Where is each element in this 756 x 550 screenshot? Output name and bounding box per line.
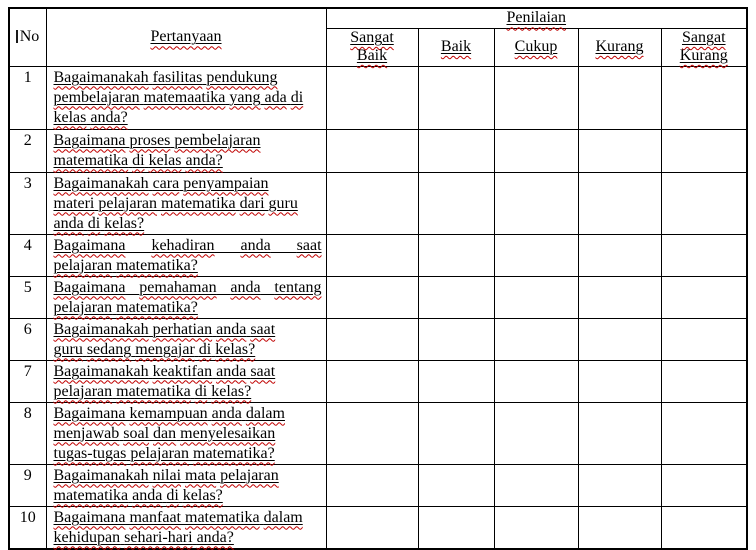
question-text-line bbox=[54, 405, 285, 422]
header-sangat-kurang-line2 bbox=[680, 47, 728, 64]
header-no bbox=[9, 8, 46, 66]
misspelled-word: soal bbox=[123, 424, 150, 442]
misspelled-word: saat bbox=[250, 362, 276, 380]
misspelled-word: saat bbox=[296, 236, 322, 254]
header-pertanyaan bbox=[46, 8, 326, 66]
header-kurang bbox=[578, 28, 661, 66]
misspelled-word: matematika bbox=[116, 382, 191, 400]
row-number: 5 bbox=[9, 276, 46, 318]
question-cell bbox=[46, 234, 326, 276]
misspelled-word: perhatian bbox=[152, 320, 213, 338]
misspelled-word: Bagaimana bbox=[53, 508, 126, 526]
question-cell bbox=[46, 276, 326, 318]
rating-cell-sangat-baik[interactable] bbox=[326, 129, 418, 172]
misspelled-word: matematika bbox=[53, 151, 129, 169]
rating-cell-sangat-kurang[interactable] bbox=[661, 234, 747, 276]
table-row bbox=[9, 276, 747, 318]
misspelled-word: Baik bbox=[356, 47, 388, 64]
rating-cell-sangat-kurang[interactable] bbox=[661, 276, 747, 318]
rating-cell-kurang[interactable] bbox=[578, 506, 661, 549]
row-number: 2 bbox=[9, 129, 46, 172]
misspelled-word: proses bbox=[129, 131, 171, 149]
rating-cell-sangat-baik[interactable] bbox=[326, 172, 418, 234]
misspelled-word: kelas bbox=[53, 108, 87, 126]
header-sangat-baik-line2 bbox=[357, 47, 387, 64]
text-cursor-icon bbox=[16, 30, 18, 43]
header-sangat-baik bbox=[326, 28, 418, 66]
header-sangat-kurang-line1 bbox=[682, 29, 726, 46]
rating-cell-sangat-kurang[interactable] bbox=[661, 464, 747, 506]
misspelled-word: matematika? bbox=[116, 298, 198, 316]
misspelled-word: matematika bbox=[185, 508, 260, 526]
misspelled-word: mengajar bbox=[135, 340, 195, 358]
misspelled-word: pendukung bbox=[206, 68, 278, 86]
rating-cell-sangat-baik[interactable] bbox=[326, 464, 418, 506]
misspelled-word: menyelesaikan bbox=[180, 424, 276, 442]
misspelled-word: di bbox=[198, 340, 212, 358]
question-text-line bbox=[54, 299, 198, 316]
misspelled-word: menjawab bbox=[53, 424, 120, 442]
misspelled-word: pelajaran bbox=[98, 194, 157, 212]
rating-cell-sangat-baik[interactable] bbox=[326, 66, 418, 129]
header-cukup-label bbox=[515, 38, 558, 55]
misspelled-word: anda bbox=[230, 278, 261, 296]
misspelled-word: cara bbox=[152, 174, 180, 192]
misspelled-word: pelajaran bbox=[53, 298, 113, 316]
question-cell bbox=[46, 318, 326, 360]
header-sangat-kurang bbox=[661, 28, 747, 66]
misspelled-word: anda? bbox=[196, 528, 234, 546]
table-row bbox=[9, 318, 747, 360]
question-cell bbox=[46, 402, 326, 464]
rating-cell-kurang[interactable] bbox=[578, 360, 661, 402]
question-text-line bbox=[54, 341, 256, 358]
question-cell bbox=[46, 464, 326, 506]
question-text-line bbox=[54, 279, 322, 296]
misspelled-word: fasilitas bbox=[152, 68, 203, 86]
rating-cell-cukup[interactable] bbox=[494, 464, 578, 506]
rating-cell-kurang[interactable] bbox=[578, 464, 661, 506]
misspelled-word: guru bbox=[53, 340, 83, 358]
rating-cell-baik[interactable] bbox=[418, 360, 494, 402]
misspelled-word: dari bbox=[239, 194, 265, 212]
question-text-line bbox=[54, 152, 223, 169]
misspelled-word: matematika bbox=[53, 486, 129, 504]
misspelled-word: saat bbox=[250, 320, 276, 338]
rating-cell-sangat-kurang[interactable] bbox=[661, 66, 747, 129]
question-text-line bbox=[54, 467, 279, 484]
rating-cell-baik[interactable] bbox=[418, 402, 494, 464]
header-penilaian bbox=[326, 8, 747, 28]
misspelled-word: pelajaran bbox=[53, 256, 113, 274]
misspelled-word: pembelajaran bbox=[53, 88, 140, 106]
row-number: 10 bbox=[9, 506, 46, 549]
misspelled-word: anda bbox=[53, 214, 84, 232]
rating-cell-kurang[interactable] bbox=[578, 66, 661, 129]
question-cell bbox=[46, 172, 326, 234]
misspelled-word: di bbox=[87, 214, 101, 232]
misspelled-word: matematika bbox=[161, 194, 236, 212]
question-cell bbox=[46, 129, 326, 172]
misspelled-word: kehidupan bbox=[53, 528, 121, 546]
rating-cell-sangat-kurang[interactable] bbox=[661, 360, 747, 402]
table-row bbox=[9, 234, 747, 276]
rating-cell-baik[interactable] bbox=[418, 506, 494, 549]
misspelled-word: Bagaimana bbox=[53, 236, 126, 254]
rating-cell-sangat-kurang[interactable] bbox=[661, 129, 747, 172]
misspelled-word: yang bbox=[229, 88, 261, 106]
misspelled-word: kemampuan bbox=[129, 404, 208, 422]
question-text-line bbox=[54, 237, 322, 254]
rating-cell-baik[interactable] bbox=[418, 318, 494, 360]
misspelled-word: Bagaimanakah bbox=[53, 320, 149, 338]
table-row bbox=[9, 464, 747, 506]
rating-cell-sangat-baik[interactable] bbox=[326, 234, 418, 276]
row-number: 6 bbox=[9, 318, 46, 360]
misspelled-word: pelajaran bbox=[53, 382, 113, 400]
rating-cell-cukup[interactable] bbox=[494, 66, 578, 129]
misspelled-word: anda? bbox=[90, 108, 128, 126]
misspelled-word: Penilaian bbox=[506, 9, 567, 27]
rating-cell-cukup[interactable] bbox=[494, 402, 578, 464]
rating-cell-baik[interactable] bbox=[418, 234, 494, 276]
rating-cell-baik[interactable] bbox=[418, 66, 494, 129]
row-number: 7 bbox=[9, 360, 46, 402]
question-text-line bbox=[54, 175, 269, 192]
rating-cell-sangat-kurang[interactable] bbox=[661, 402, 747, 464]
rating-cell-sangat-kurang[interactable] bbox=[661, 172, 747, 234]
row-number: 4 bbox=[9, 234, 46, 276]
table-row bbox=[9, 360, 747, 402]
question-text-line bbox=[54, 425, 276, 442]
row-number: 1 bbox=[9, 66, 46, 129]
misspelled-word: manfaat bbox=[129, 508, 181, 526]
rating-cell-cukup[interactable] bbox=[494, 234, 578, 276]
rating-cell-sangat-baik[interactable] bbox=[326, 506, 418, 549]
rating-cell-sangat-kurang[interactable] bbox=[661, 318, 747, 360]
question-text-line bbox=[54, 529, 234, 546]
question-text-line bbox=[54, 195, 298, 212]
misspelled-word: Bagaimanakah bbox=[53, 466, 149, 484]
misspelled-word: anda bbox=[211, 404, 242, 422]
misspelled-word: di bbox=[166, 486, 179, 504]
question-text-line bbox=[54, 321, 276, 338]
misspelled-word: Cukup bbox=[514, 38, 558, 55]
question-text-line bbox=[54, 509, 303, 526]
misspelled-word: Sangat bbox=[350, 29, 394, 46]
row-number: 9 bbox=[9, 464, 46, 506]
misspelled-word: mata bbox=[185, 466, 217, 484]
question-text-line bbox=[54, 69, 278, 86]
misspelled-word: pelajaran bbox=[130, 444, 189, 462]
misspelled-word: dan bbox=[153, 424, 177, 442]
header-kurang-label bbox=[596, 38, 644, 55]
question-cell bbox=[46, 506, 326, 549]
misspelled-word: dalam bbox=[263, 508, 303, 526]
misspelled-word: tugas-tugas bbox=[53, 444, 127, 462]
rating-cell-sangat-baik[interactable] bbox=[326, 318, 418, 360]
table-row bbox=[9, 506, 747, 549]
rating-cell-baik[interactable] bbox=[418, 129, 494, 172]
question-text-line bbox=[54, 363, 276, 380]
header-sangat-baik-line1 bbox=[350, 29, 394, 46]
misspelled-word: Bagaimanakah bbox=[53, 174, 149, 192]
misspelled-word: anda? bbox=[185, 151, 223, 169]
rating-cell-cukup[interactable] bbox=[494, 172, 578, 234]
rating-cell-kurang[interactable] bbox=[578, 318, 661, 360]
misspelled-word: di bbox=[132, 151, 145, 169]
misspelled-word: kelas? bbox=[211, 382, 252, 400]
rating-cell-kurang[interactable] bbox=[578, 276, 661, 318]
misspelled-word: kelas? bbox=[215, 340, 256, 358]
row-number: 3 bbox=[9, 172, 46, 234]
misspelled-word: Baik bbox=[440, 38, 472, 55]
misspelled-word: Bagaimana bbox=[53, 131, 126, 149]
header-pertanyaan-label bbox=[150, 28, 221, 45]
misspelled-word: dalam bbox=[245, 404, 285, 422]
misspelled-word: pelajaran bbox=[220, 466, 279, 484]
header-cukup bbox=[494, 28, 578, 66]
rating-cell-sangat-baik[interactable] bbox=[326, 360, 418, 402]
misspelled-word: sedang bbox=[86, 340, 132, 358]
misspelled-word: kelas bbox=[148, 151, 182, 169]
misspelled-word: anda bbox=[216, 362, 247, 380]
rating-cell-kurang[interactable] bbox=[578, 234, 661, 276]
rating-cell-sangat-baik[interactable] bbox=[326, 402, 418, 464]
rating-cell-kurang[interactable] bbox=[578, 172, 661, 234]
table-row bbox=[9, 129, 747, 172]
misspelled-word: nilai bbox=[152, 466, 182, 484]
rating-cell-baik[interactable] bbox=[418, 172, 494, 234]
rating-cell-cukup[interactable] bbox=[494, 360, 578, 402]
rating-cell-sangat-kurang[interactable] bbox=[661, 506, 747, 549]
question-text-line bbox=[54, 487, 223, 504]
question-text-line bbox=[54, 89, 304, 106]
rating-cell-kurang[interactable] bbox=[578, 402, 661, 464]
misspelled-word: Pertanyaan bbox=[150, 28, 222, 46]
table-row bbox=[9, 402, 747, 464]
header-no-label: No bbox=[19, 28, 40, 46]
misspelled-word: Bagaimana bbox=[53, 278, 126, 296]
misspelled-word: materi bbox=[53, 194, 95, 212]
misspelled-word: matematika? bbox=[193, 444, 275, 462]
question-cell bbox=[46, 360, 326, 402]
misspelled-word: pemahaman bbox=[139, 278, 217, 296]
misspelled-word: ada bbox=[264, 88, 287, 106]
misspelled-word: Kurang bbox=[595, 38, 644, 55]
header-baik bbox=[418, 28, 494, 66]
misspelled-word: Bagaimana bbox=[53, 404, 126, 422]
rating-cell-cukup[interactable] bbox=[494, 506, 578, 549]
question-text-line bbox=[54, 132, 261, 149]
misspelled-word: anda bbox=[240, 236, 271, 254]
rating-cell-baik[interactable] bbox=[418, 276, 494, 318]
question-cell bbox=[46, 66, 326, 129]
questionnaire-table bbox=[8, 7, 748, 550]
row-number: 8 bbox=[9, 402, 46, 464]
misspelled-word: guru bbox=[268, 194, 298, 212]
misspelled-word: matematika? bbox=[116, 256, 198, 274]
misspelled-word: Bagaimanakah bbox=[53, 362, 149, 380]
misspelled-word: matemaatika bbox=[143, 88, 226, 106]
question-text-line bbox=[54, 383, 252, 400]
misspelled-word: di bbox=[194, 382, 208, 400]
misspelled-word: Kurang bbox=[679, 47, 728, 64]
question-text-line bbox=[54, 109, 128, 126]
rating-cell-sangat-baik[interactable] bbox=[326, 276, 418, 318]
misspelled-word: anda bbox=[132, 486, 163, 504]
rating-cell-kurang[interactable] bbox=[578, 129, 661, 172]
misspelled-word: kelas? bbox=[104, 214, 145, 232]
rating-cell-cukup[interactable] bbox=[494, 129, 578, 172]
misspelled-word: Bagaimanakah bbox=[53, 68, 149, 86]
misspelled-word: Sangat bbox=[681, 29, 726, 46]
misspelled-word: kehadiran bbox=[151, 236, 215, 254]
misspelled-word: tentang bbox=[274, 278, 322, 296]
table-row bbox=[9, 66, 747, 129]
misspelled-word: anda bbox=[216, 320, 247, 338]
rating-cell-baik[interactable] bbox=[418, 464, 494, 506]
rating-cell-cukup[interactable] bbox=[494, 318, 578, 360]
misspelled-word: pembelajaran bbox=[174, 131, 261, 149]
misspelled-word: keaktifan bbox=[152, 362, 213, 380]
question-text-line bbox=[54, 257, 198, 274]
rating-cell-cukup[interactable] bbox=[494, 276, 578, 318]
table-row bbox=[9, 172, 747, 234]
misspelled-word: di bbox=[290, 88, 304, 106]
misspelled-word: penyampaian bbox=[183, 174, 269, 192]
question-text-line bbox=[54, 215, 145, 232]
question-text-line bbox=[54, 445, 275, 462]
misspelled-word: sehari-hari bbox=[124, 528, 193, 546]
header-baik-label bbox=[441, 38, 471, 55]
header-penilaian-label bbox=[506, 9, 566, 26]
misspelled-word: kelas? bbox=[182, 486, 223, 504]
